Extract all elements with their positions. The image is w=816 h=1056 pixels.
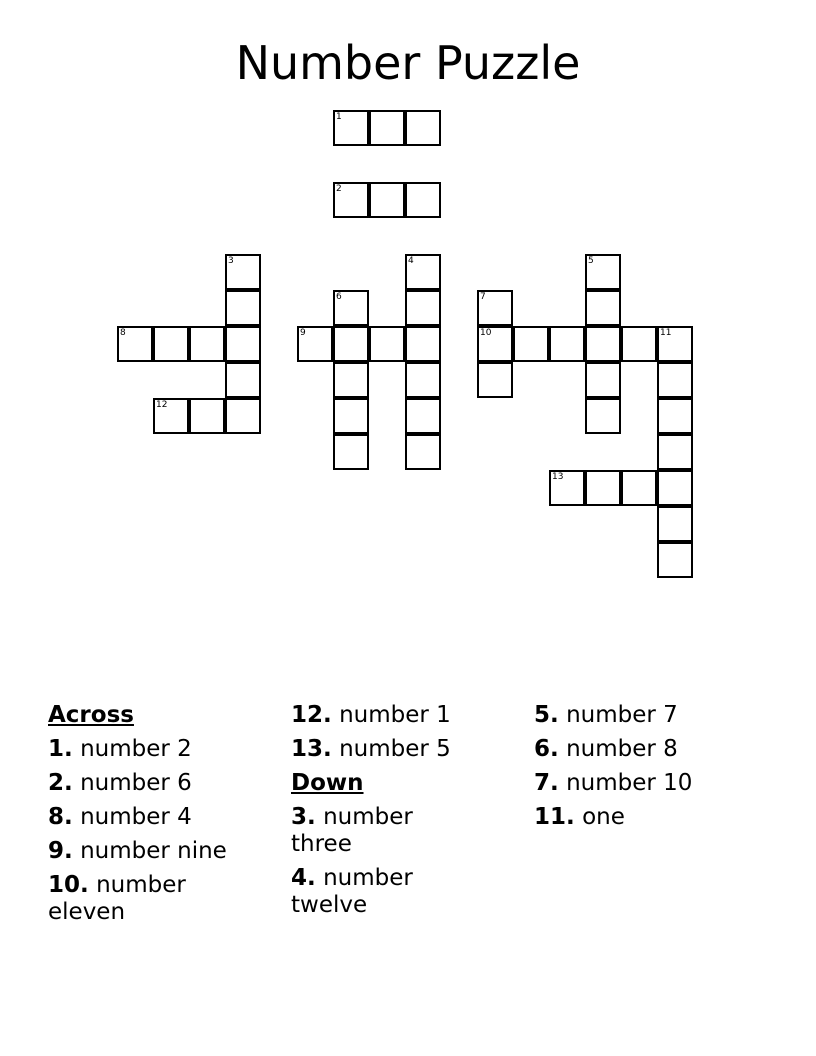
grid-cell[interactable] (369, 110, 405, 146)
grid-cell[interactable] (333, 434, 369, 470)
grid-cell[interactable] (405, 110, 441, 146)
across-heading: Across (48, 702, 134, 728)
grid-cell[interactable] (225, 326, 261, 362)
grid-cell[interactable] (477, 362, 513, 398)
grid-cell[interactable] (657, 470, 693, 506)
cell-number: 12 (156, 400, 168, 410)
clues-column-3 (534, 702, 764, 838)
page-title: Number Puzzle (235, 36, 581, 90)
clue-down-5: 5. number 7 (534, 702, 678, 728)
down-heading: Down (291, 770, 364, 796)
grid-cell[interactable] (585, 362, 621, 398)
cell-number: 6 (336, 292, 342, 302)
grid-cell[interactable] (657, 434, 693, 470)
cell-number: 10 (480, 328, 492, 338)
grid-cell[interactable] (405, 398, 441, 434)
clue-across-10: 10. number eleven (48, 872, 186, 925)
grid-cell[interactable] (153, 326, 189, 362)
grid-cell[interactable] (405, 182, 441, 218)
grid-cell[interactable] (513, 326, 549, 362)
grid-cell[interactable] (405, 326, 441, 362)
grid-cell[interactable] (477, 326, 513, 362)
grid-cell[interactable] (585, 290, 621, 326)
cell-number: 11 (660, 328, 672, 338)
grid-cell[interactable] (657, 326, 693, 362)
grid-cell[interactable] (297, 326, 333, 362)
grid-cell[interactable] (333, 110, 369, 146)
grid-cell[interactable] (657, 506, 693, 542)
clue-down-6: 6. number 8 (534, 736, 678, 762)
clue-down-3: 3. number three (291, 804, 413, 857)
cell-number: 9 (300, 328, 306, 338)
grid-cell[interactable] (117, 326, 153, 362)
grid-cell[interactable] (333, 362, 369, 398)
grid-cell[interactable] (621, 326, 657, 362)
grid-cell[interactable] (657, 542, 693, 578)
grid-cell[interactable] (225, 398, 261, 434)
grid-cell[interactable] (333, 398, 369, 434)
grid-cell[interactable] (225, 362, 261, 398)
clue-across-8: 8. number 4 (48, 804, 192, 830)
clue-across-12: 12. number 1 (291, 702, 451, 728)
clue-across-2: 2. number 6 (48, 770, 192, 796)
grid-cell[interactable] (585, 398, 621, 434)
grid-cell[interactable] (189, 326, 225, 362)
grid-cell[interactable] (585, 470, 621, 506)
cell-number: 3 (228, 256, 234, 266)
grid-cell[interactable] (585, 254, 621, 290)
cell-number: 7 (480, 292, 486, 302)
clue-across-1: 1. number 2 (48, 736, 192, 762)
grid-cell[interactable] (405, 254, 441, 290)
clue-down-4: 4. number twelve (291, 865, 413, 918)
grid-cell[interactable] (225, 290, 261, 326)
cell-number: 1 (336, 112, 342, 122)
grid-cell[interactable] (333, 290, 369, 326)
cell-number: 4 (408, 256, 414, 266)
clue-down-11: 11. one (534, 804, 625, 830)
grid-cell[interactable] (477, 290, 513, 326)
clues-column-1 (48, 702, 278, 933)
grid-cell[interactable] (225, 254, 261, 290)
grid-cell[interactable] (333, 326, 369, 362)
cell-number: 13 (552, 472, 564, 482)
clue-down-7: 7. number 10 (534, 770, 693, 796)
grid-cell[interactable] (549, 326, 585, 362)
grid-cell[interactable] (369, 182, 405, 218)
grid-cell[interactable] (405, 290, 441, 326)
clue-across-13: 13. number 5 (291, 736, 451, 762)
grid-cell[interactable] (585, 326, 621, 362)
cell-number: 5 (588, 256, 594, 266)
grid-cell[interactable] (153, 398, 189, 434)
grid-cell[interactable] (621, 470, 657, 506)
clue-across-9: 9. number nine (48, 838, 227, 864)
grid-cell[interactable] (189, 398, 225, 434)
grid-cell[interactable] (405, 362, 441, 398)
clues-column-2 (291, 702, 521, 926)
cell-number: 8 (120, 328, 126, 338)
grid-cell[interactable] (333, 182, 369, 218)
grid-cell[interactable] (549, 470, 585, 506)
grid-cell[interactable] (657, 398, 693, 434)
grid-cell[interactable] (405, 434, 441, 470)
grid-cell[interactable] (369, 326, 405, 362)
grid-cell[interactable] (657, 362, 693, 398)
cell-number: 2 (336, 184, 342, 194)
